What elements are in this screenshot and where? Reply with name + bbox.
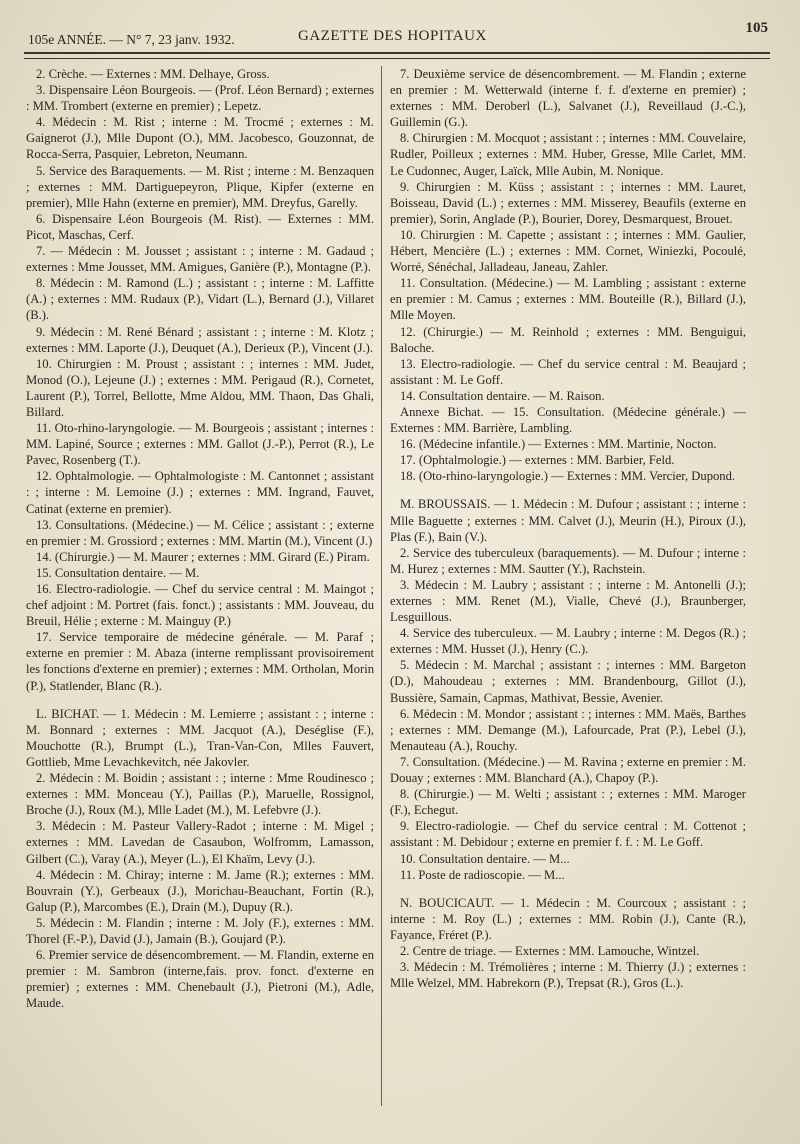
paragraph: 12. Ophtalmologie. — Ophtalmologiste : M. Cantonnet ; assistant : ; interne : M. Lemoine (J.) ; externes : MM. Ingrand, Fauvet, Catinat (externe en premier). xyxy=(26,469,374,516)
paragraph: 6. Premier service de désencombrement. — M. Flandin, externe en premier : M. Sambron (interne,fais. prov. fonct. d'externe en premier) ; externes : MM. Chenebault (J.), Pietroni (M.), Adle, Maude. xyxy=(26,948,374,1011)
column-divider xyxy=(381,66,382,1106)
paragraph: 3. Dispensaire Léon Bourgeois. — (Prof. Léon Bernard) ; externes : MM. Trombert (externe en premier) ; Lepetz. xyxy=(26,83,374,114)
paragraph: 10. Chirurgien : M. Proust ; assistant : ; internes : MM. Judet, Monod (O.), Lejeune (J.) ; externes : MM. Perigaud (R.), Cornetet, Laurent (P.), Torrel, Bellotte, Mme Aldou, MM. Thaon, Das Ghali, Billard. xyxy=(26,356,374,419)
journal-title: GAZETTE DES HOPITAUX xyxy=(298,28,487,44)
paragraph: 13. Consultations. (Médecine.) — M. Célice ; assistant : ; externe en premier : M. Grossiord ; externes : MM. Martin (M.), Vincent (J.) xyxy=(26,517,374,548)
paragraph: 3. Médecin : M. Laubry ; assistant : ; interne : M. Antonelli (J.); externes : MM. Renet (M.), Vialle, Chevé (J.), Braunberger, Lesguillous. xyxy=(390,577,746,625)
paragraph: 6. Dispensaire Léon Bourgeois (M. Rist). — Externes : MM. Picot, Maschas, Cerf. xyxy=(26,211,374,242)
paragraph: 2. Centre de triage. — Externes : MM. Lamouche, Wintzel. xyxy=(400,943,700,958)
paragraph: 15. Consultation dentaire. — M. xyxy=(36,565,200,580)
paragraph: 16. Electro-radiologie. — Chef du service central : M. Maingot ; chef adjoint : M. Portret (fais. fonct.) ; assistants : MM. Jouveau, du Breuil, Hélie ; externe : M. Mainguy (P.) xyxy=(26,582,374,629)
paragraph: 14. (Chirurgie.) — M. Maurer ; externes : MM. Girard (E.) Piram. xyxy=(36,549,370,564)
header-rule-thin xyxy=(24,58,770,59)
paragraph: Annexe Bichat. — 15. Consultation. (Médecine générale.) — Externes : MM. Barrière, Lambling. xyxy=(390,404,746,436)
paragraph: 2. Médecin : M. Boidin ; assistant : ; interne : Mme Roudinesco ; externes : MM. Monceau (Y.), Paillas (P.), Maruelle, Rossignol, Broche (J.), Roux (M.), Mlle Ladet (M.), M. Lefebvre (J.). xyxy=(26,771,374,818)
paragraph: 11. Consultation. (Médecine.) — M. Lambling ; assistant : externe en premier : M. Camus ; externes : MM. Bouteille (R.), Billard (J.), Mlle Moyen. xyxy=(390,276,746,323)
paragraph: 8. (Chirurgie.) — M. Welti ; assistant : ; externes : MM. Maroger (F.), Echegut. xyxy=(390,787,746,818)
paragraph: 10. Consultation dentaire. — M... xyxy=(400,851,570,866)
paragraph: 7. Consultation. (Médecine.) — M. Ravina ; externe en premier : M. Douay ; externes : MM. Blanchard (A.), Chapoy (P.). xyxy=(390,754,746,786)
paragraph: 7. Deuxième service de désencombrement. — M. Flandin ; externe en premier : M. Wetterwald (interne f. f. d'externe en premier) ; externes : MM. Deroberl (L.), Salvanet (J.), Reveillaud (J.-C.), Guillemin (G.). xyxy=(390,67,746,130)
header-rule-thick xyxy=(24,52,770,54)
right-column xyxy=(390,66,746,1126)
paragraph: 9. Chirurgien : M. Küss ; assistant : ; internes : MM. Lauret, Boisseau, David (L.) ; externes : MM. Misserey, Beaufils (externe en premier), Sorin, Anglade (P.), Bourier, Dorey, Desmarquest, Brouet. xyxy=(390,179,746,226)
paragraph: 14. Consultation dentaire. — M. Raison. xyxy=(400,388,605,403)
paragraph: 10. Chirurgien : M. Capette ; assistant : ; internes : MM. Gaulier, Hébert, Mencière (L.) ; externes : MM. Cornet, Winiezki, Pocoulé, Worré, Sénéchal, Jalladeau, Janeau, Zahler. xyxy=(390,227,746,275)
paragraph: 11. Oto-rhino-laryngologie. — M. Bourgeois ; assistant ; internes : MM. Lapiné, Source ; externes : MM. Gallot (J.-P.), Perrot (R.), Le Pavec, Rosenberg (T.). xyxy=(26,421,374,468)
paragraph: 5. Médecin : M. Flandin ; interne : M. Joly (F.), externes : MM. Thorel (F.-P.), David (J.), Jamain (B.), Goujard (P.). xyxy=(26,915,374,946)
paragraph: 16. (Médecine infantile.) — Externes : MM. Martinie, Nocton. xyxy=(400,437,717,452)
paragraph: 8. Chirurgien : M. Mocquot ; assistant : ; internes : MM. Couvelaire, Rudler, Poilleux ; externes : MM. Huber, Gresse, Mlle Carlet, MM. Le Cudonnec, Auger, Laïck, Mlle Aubin, M. Nonique. xyxy=(390,131,746,178)
paragraph: 5. Médecin : M. Marchal ; assistant : ; internes : MM. Bargeton (D.), Mahoudeau ; externes : MM. Brandenbourg, Gillot (J.), Bussière, Samain, Capmas, Mathivat, Bessie, Avenier. xyxy=(390,658,746,705)
issue-info: 105e ANNÉE. — N° 7, 23 janv. 1932. xyxy=(28,32,235,47)
paragraph: 9. Electro-radiologie. — Chef du service central : M. Cottenot ; assistant : M. Debidour ; externe en premier f. f. : M. Le Goff. xyxy=(390,819,746,850)
paragraph: 12. (Chirurgie.) — M. Reinhold ; externes : MM. Benguigui, Baloche. xyxy=(390,324,746,355)
paragraph: 9. Médecin : M. René Bénard ; assistant : ; interne : M. Klotz ; externes : MM. Laporte (J.), Deuquet (A.), Derieux (P.), Vincent (J.). xyxy=(26,324,374,355)
paragraph: 2. Crèche. — Externes : MM. Delhaye, Gross. xyxy=(36,67,270,81)
left-column xyxy=(26,66,374,1126)
section-bichat: L. BICHAT. — 1. Médecin : M. Lemierre ; assistant : ; interne : M. Bonnard ; externes : MM. Jacquot (A.), Deséglise (F.), Mouchotte (R.), Brumpt (L.), Tran-Van-Con, Mlles Fauvert, Gottlieb, Mme Levachkevitch, née Jakovler. xyxy=(26,706,374,769)
paragraph: 6. Médecin : M. Mondor ; assistant : ; internes : MM. Maës, Barthes ; externes : MM. Demange (M.), Lafourcade, Prat (P.), Lebel (J.), Menauteau (A.), Rouchy. xyxy=(390,706,746,753)
paragraph: 4. Médecin : M. Rist ; interne : M. Trocmé ; externes : M. Gaignerot (J.), Mlle Dupont (O.), MM. Jacobesco, Gouzonnat, de Rocca-Serra, Pasquier, Lebreton, Neumann. xyxy=(26,115,374,162)
paragraph: 11. Poste de radioscopie. — M... xyxy=(400,867,565,882)
paragraph: 13. Electro-radiologie. — Chef du service central : M. Beaujard ; assistant : M. Le Goff. xyxy=(390,356,746,387)
section-broussais: M. BROUSSAIS. — 1. Médecin : M. Dufour ; assistant : ; interne : Mlle Baguette ; externes : MM. Calvet (J.), Meurin (H.), Piroux (J.), Plas (F.), Bain (V.). xyxy=(390,497,746,544)
paragraph: 2. Service des tuberculeux (baraquements). — M. Dufour ; interne : M. Hurez ; externes : MM. Sautter (Y.), Rachstein. xyxy=(390,545,746,576)
paragraph: 4. Médecin : M. Chiray; interne : M. Jame (R.); externes : MM. Bouvrain (Y.), Gerbeaux (J.), Morichau-Beauchant, Fortin (R.), Galup (P.), Marcombes (E.), Drain (M.), Dupuy (R.). xyxy=(26,867,374,914)
paragraph: 3. Médecin : M. Trémolières ; interne : M. Thierry (J.) ; externes : Mlle Welzel, MM. Habrekorn (P.), Trepsat (R.), Gros (L.). xyxy=(390,960,746,991)
page-number: 105 xyxy=(745,20,768,36)
paragraph: 5. Service des Baraquements. — M. Rist ; interne : M. Benzaquen ; externes : MM. Dartiguepeyron, Plique, Kipfer (externe en premier), Mlle Hahn (externe en premier), MM. Dreyfus, Garelly. xyxy=(26,163,374,210)
paragraph: 3. Médecin : M. Pasteur Vallery-Radot ; interne : M. Migel ; externes : MM. Lavedan de Casaubon, Wolfromm, Lamasson, Gilbert (C.), Varay (A.), Meyer (L.), El Khaïm, Levy (J.). xyxy=(26,819,374,866)
paragraph: 8. Médecin : M. Ramond (L.) ; assistant : ; interne : M. Laffitte (A.) ; externes : MM. Rudaux (P.), Vidart (L.), Bernard (J.), Villaret (B.). xyxy=(26,276,374,323)
paragraph: 17. Service temporaire de médecine générale. — M. Paraf ; externe en premier : M. Abaza (interne remplissant provisoirement les fonctions d'externe en premier) ; externes : MM. Ortholan, Morin (P.), Statlender, Blanc (R.). xyxy=(26,630,374,693)
paragraph: 17. (Ophtalmologie.) — externes : MM. Barbier, Feld. xyxy=(400,453,675,468)
section-boucicaut: N. BOUCICAUT. — 1. Médecin : M. Courcoux ; assistant : ; interne : M. Roy (L.) ; externes : MM. Robin (J.), Cante (R.), Fayance, Fréret (P.). xyxy=(390,895,746,942)
page-header xyxy=(28,20,768,54)
paragraph: 4. Service des tuberculeux. — M. Laubry ; interne : M. Degos (R.) ; externes : MM. Husset (J.), Henry (C.). xyxy=(390,626,746,657)
paragraph: 18. (Oto-rhino-laryngologie.) — Externes : MM. Vercier, Dupond. xyxy=(400,469,736,484)
paragraph: 7. — Médecin : M. Jousset ; assistant : ; interne : M. Gadaud ; externes : Mme Jousset, MM. Amigues, Ganière (P.), Montagne (P.). xyxy=(26,244,374,275)
